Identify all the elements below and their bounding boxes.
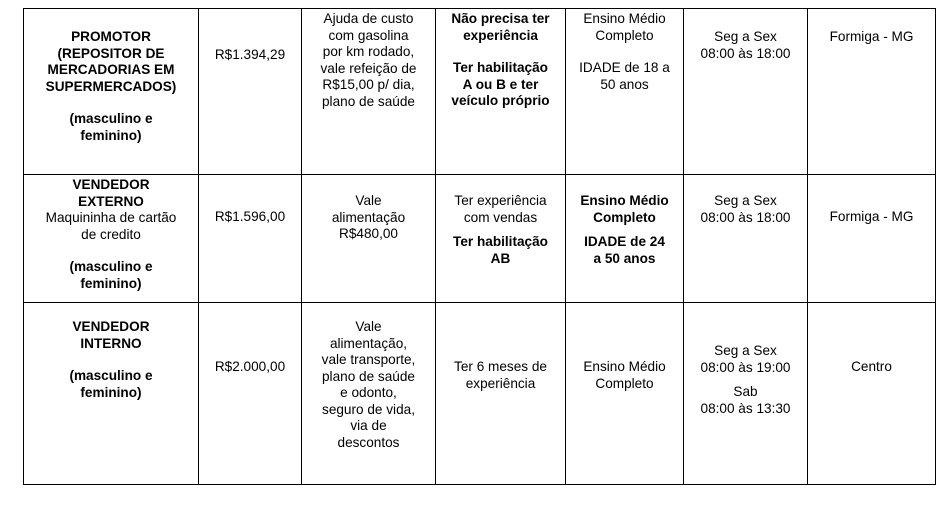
requirements-cell	[436, 303, 566, 485]
experience-text: Ter experiência com vendas	[454, 193, 547, 225]
table-row	[24, 175, 936, 303]
salary-value: R$1.596,00	[214, 209, 286, 224]
cargo-cell	[24, 175, 199, 303]
benefits-text: Vale alimentação, vale transporte, plano de saúde e odonto, seguro de vida, via de descontos	[321, 319, 416, 450]
schedule-text: Seg a Sex 08:00 às 19:00	[700, 343, 791, 375]
location-cell	[808, 175, 936, 303]
license-text: Ter habilitação AB	[453, 234, 548, 266]
schedule-cell	[684, 175, 808, 303]
gender-note: (masculino e feminino)	[69, 259, 153, 291]
benefits-cell	[302, 175, 436, 303]
cargo-title: VENDEDOR EXTERNO	[72, 177, 150, 209]
schedule-text: Seg a Sex 08:00 às 18:00	[700, 29, 791, 61]
license-text: Ter habilitação A ou B e ter veículo próprio	[451, 60, 550, 108]
cargo-detail: Maquininha de cartão de credito	[45, 210, 177, 242]
location-text: Centro	[851, 359, 892, 374]
education-text: Ensino Médio Completo	[580, 193, 669, 225]
salary-cell	[199, 175, 302, 303]
location-cell	[808, 303, 936, 485]
experience-text: Ter 6 meses de experiência	[454, 359, 547, 391]
education-cell	[566, 175, 684, 303]
salary-cell	[199, 303, 302, 485]
benefits-text: Ajuda de custo com gasolina por km rodado, vale refeição de R$15,00 p/ dia, plano de saúde	[320, 11, 417, 109]
location-text: Formiga - MG	[829, 209, 914, 224]
benefits-cell	[302, 303, 436, 485]
cargo-cell	[24, 9, 199, 175]
gender-note: (masculino e feminino)	[69, 368, 153, 400]
age-text: IDADE de 18 a 50 anos	[579, 60, 670, 92]
education-text: Ensino Médio Completo	[583, 359, 666, 391]
education-cell	[566, 303, 684, 485]
education-cell	[566, 9, 684, 175]
location-text: Formiga - MG	[829, 29, 914, 44]
requirements-cell	[436, 175, 566, 303]
benefits-cell	[302, 9, 436, 175]
age-text: IDADE de 24 a 50 anos	[584, 234, 665, 266]
table-row	[24, 9, 936, 175]
gender-note: (masculino e feminino)	[69, 111, 153, 143]
cargo-title: VENDEDOR INTERNO	[72, 319, 150, 351]
cargo-cell	[24, 303, 199, 485]
schedule-cell	[684, 9, 808, 175]
benefits-text: Vale alimentação R$480,00	[331, 193, 406, 241]
experience-text: Não precisa ter experiência	[451, 11, 550, 43]
table-row	[24, 303, 936, 485]
salary-value: R$2.000,00	[214, 359, 286, 374]
cargo-title: PROMOTOR (REPOSITOR DE MERCADORIAS EM SUPERMERCADOS)	[45, 29, 177, 94]
schedule-text: Seg a Sex 08:00 às 18:00	[700, 193, 791, 225]
location-cell	[808, 9, 936, 175]
salary-value: R$1.394,29	[214, 47, 286, 62]
schedule-cell	[684, 303, 808, 485]
requirements-cell	[436, 9, 566, 175]
salary-cell	[199, 9, 302, 175]
education-text: Ensino Médio Completo	[583, 11, 666, 43]
job-listings-table	[23, 8, 936, 485]
saturday-schedule-text: Sab 08:00 às 13:30	[700, 384, 791, 416]
